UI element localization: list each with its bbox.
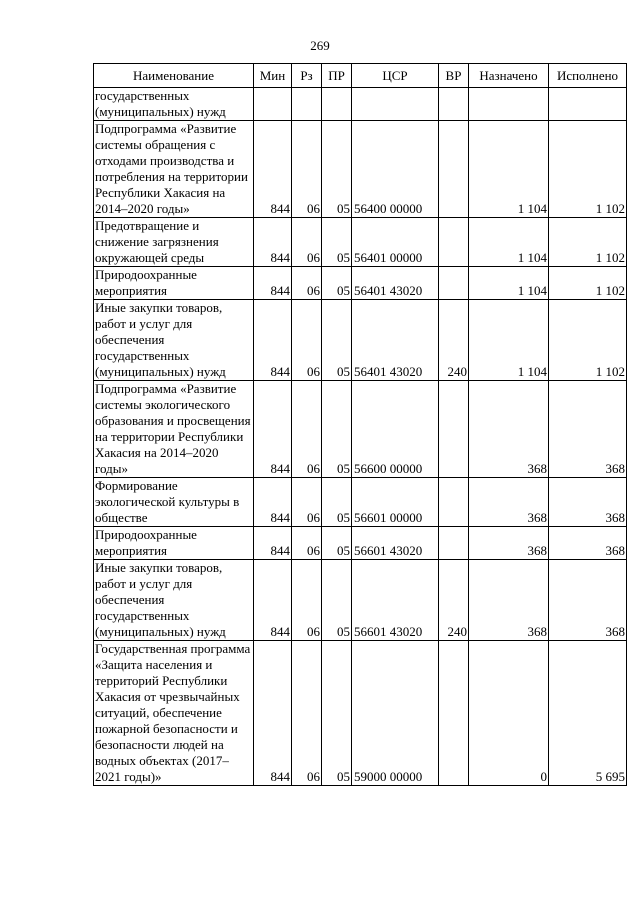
cell-min: 844 xyxy=(254,300,292,381)
header-executed: Исполнено xyxy=(549,64,627,88)
cell-min: 844 xyxy=(254,267,292,300)
cell-vr xyxy=(439,267,469,300)
table-row xyxy=(94,267,627,300)
table-row xyxy=(94,560,627,641)
cell-min: 844 xyxy=(254,218,292,267)
table-row xyxy=(94,641,627,786)
page-number: 269 xyxy=(310,38,330,53)
cell-vr xyxy=(439,478,469,527)
cell-csr: 56600 00000 xyxy=(352,381,439,478)
cell-name: Природоохранные мероприятия xyxy=(94,267,254,300)
cell-executed: 1 102 xyxy=(549,121,627,218)
cell-assigned: 1 104 xyxy=(469,218,549,267)
cell-executed: 368 xyxy=(549,527,627,560)
cell-pr: 05 xyxy=(322,560,352,641)
cell-vr xyxy=(439,218,469,267)
cell-rz: 06 xyxy=(292,478,322,527)
cell-pr: 05 xyxy=(322,300,352,381)
cell-vr xyxy=(439,527,469,560)
cell-csr: 56601 43020 xyxy=(352,560,439,641)
cell-min: 844 xyxy=(254,527,292,560)
cell-csr: 59000 00000 xyxy=(352,641,439,786)
cell-assigned: 1 104 xyxy=(469,121,549,218)
cell-assigned: 368 xyxy=(469,560,549,641)
cell-rz: 06 xyxy=(292,560,322,641)
cell-name: Государственная программа «Защита населения и территорий Республики Хакасия от чрезвычайных ситуаций, обеспечение пожарной безопасности и безопасности людей на водных объектах (2017–2021 годы)» xyxy=(94,641,254,786)
cell-executed: 368 xyxy=(549,560,627,641)
table-row xyxy=(94,381,627,478)
cell-executed xyxy=(549,88,627,121)
cell-csr: 56401 00000 xyxy=(352,218,439,267)
table-row xyxy=(94,300,627,381)
cell-executed: 1 102 xyxy=(549,218,627,267)
cell-rz: 06 xyxy=(292,121,322,218)
cell-rz: 06 xyxy=(292,381,322,478)
cell-executed: 368 xyxy=(549,381,627,478)
header-name: Наименование xyxy=(94,64,254,88)
cell-executed: 1 102 xyxy=(549,300,627,381)
cell-executed: 1 102 xyxy=(549,267,627,300)
cell-csr: 56400 00000 xyxy=(352,121,439,218)
budget-table xyxy=(93,63,627,786)
cell-pr: 05 xyxy=(322,267,352,300)
cell-assigned xyxy=(469,88,549,121)
cell-name: Формирование экологической культуры в обществе xyxy=(94,478,254,527)
cell-pr: 05 xyxy=(322,641,352,786)
cell-assigned: 1 104 xyxy=(469,267,549,300)
cell-vr xyxy=(439,121,469,218)
cell-vr xyxy=(439,641,469,786)
cell-pr: 05 xyxy=(322,218,352,267)
cell-vr xyxy=(439,381,469,478)
cell-name: государственных (муниципальных) нужд xyxy=(94,88,254,121)
cell-min: 844 xyxy=(254,478,292,527)
cell-vr: 240 xyxy=(439,300,469,381)
table-row xyxy=(94,121,627,218)
header-rz: Рз xyxy=(292,64,322,88)
cell-rz: 06 xyxy=(292,641,322,786)
cell-vr xyxy=(439,88,469,121)
header-vr: ВР xyxy=(439,64,469,88)
cell-min: 844 xyxy=(254,560,292,641)
cell-min: 844 xyxy=(254,381,292,478)
cell-vr: 240 xyxy=(439,560,469,641)
cell-pr: 05 xyxy=(322,381,352,478)
cell-rz xyxy=(292,88,322,121)
header-csr: ЦСР xyxy=(352,64,439,88)
cell-assigned: 368 xyxy=(469,527,549,560)
header-pr: ПР xyxy=(322,64,352,88)
header-row xyxy=(94,64,627,88)
cell-pr: 05 xyxy=(322,478,352,527)
cell-csr: 56401 43020 xyxy=(352,300,439,381)
cell-rz: 06 xyxy=(292,218,322,267)
cell-assigned: 1 104 xyxy=(469,300,549,381)
cell-executed: 368 xyxy=(549,478,627,527)
cell-rz: 06 xyxy=(292,527,322,560)
table-row xyxy=(94,218,627,267)
cell-assigned: 0 xyxy=(469,641,549,786)
cell-min: 844 xyxy=(254,121,292,218)
cell-assigned: 368 xyxy=(469,381,549,478)
cell-csr: 56401 43020 xyxy=(352,267,439,300)
table-row xyxy=(94,527,627,560)
cell-name: Предотвращение и снижение загрязнения окружающей среды xyxy=(94,218,254,267)
cell-executed: 5 695 xyxy=(549,641,627,786)
cell-min xyxy=(254,88,292,121)
cell-assigned: 368 xyxy=(469,478,549,527)
cell-csr: 56601 00000 xyxy=(352,478,439,527)
cell-pr: 05 xyxy=(322,121,352,218)
cell-name: Иные закупки товаров, работ и услуг для обеспечения государственных (муниципальных) нужд xyxy=(94,300,254,381)
cell-pr xyxy=(322,88,352,121)
cell-pr: 05 xyxy=(322,527,352,560)
table-row xyxy=(94,88,627,121)
cell-name: Иные закупки товаров, работ и услуг для обеспечения государственных (муниципальных) нужд xyxy=(94,560,254,641)
cell-min: 844 xyxy=(254,641,292,786)
cell-name: Природоохранные мероприятия xyxy=(94,527,254,560)
cell-rz: 06 xyxy=(292,300,322,381)
cell-name: Подпрограмма «Развитие системы обращения с отходами производства и потребления на территории Республики Хакасия на 2014–2020 годы» xyxy=(94,121,254,218)
cell-csr: 56601 43020 xyxy=(352,527,439,560)
table-row xyxy=(94,478,627,527)
cell-rz: 06 xyxy=(292,267,322,300)
header-assigned: Назначено xyxy=(469,64,549,88)
cell-name: Подпрограмма «Развитие системы экологического образования и просвещения на территории Республики Хакасия на 2014–2020 годы» xyxy=(94,381,254,478)
header-min: Мин xyxy=(254,64,292,88)
cell-csr xyxy=(352,88,439,121)
